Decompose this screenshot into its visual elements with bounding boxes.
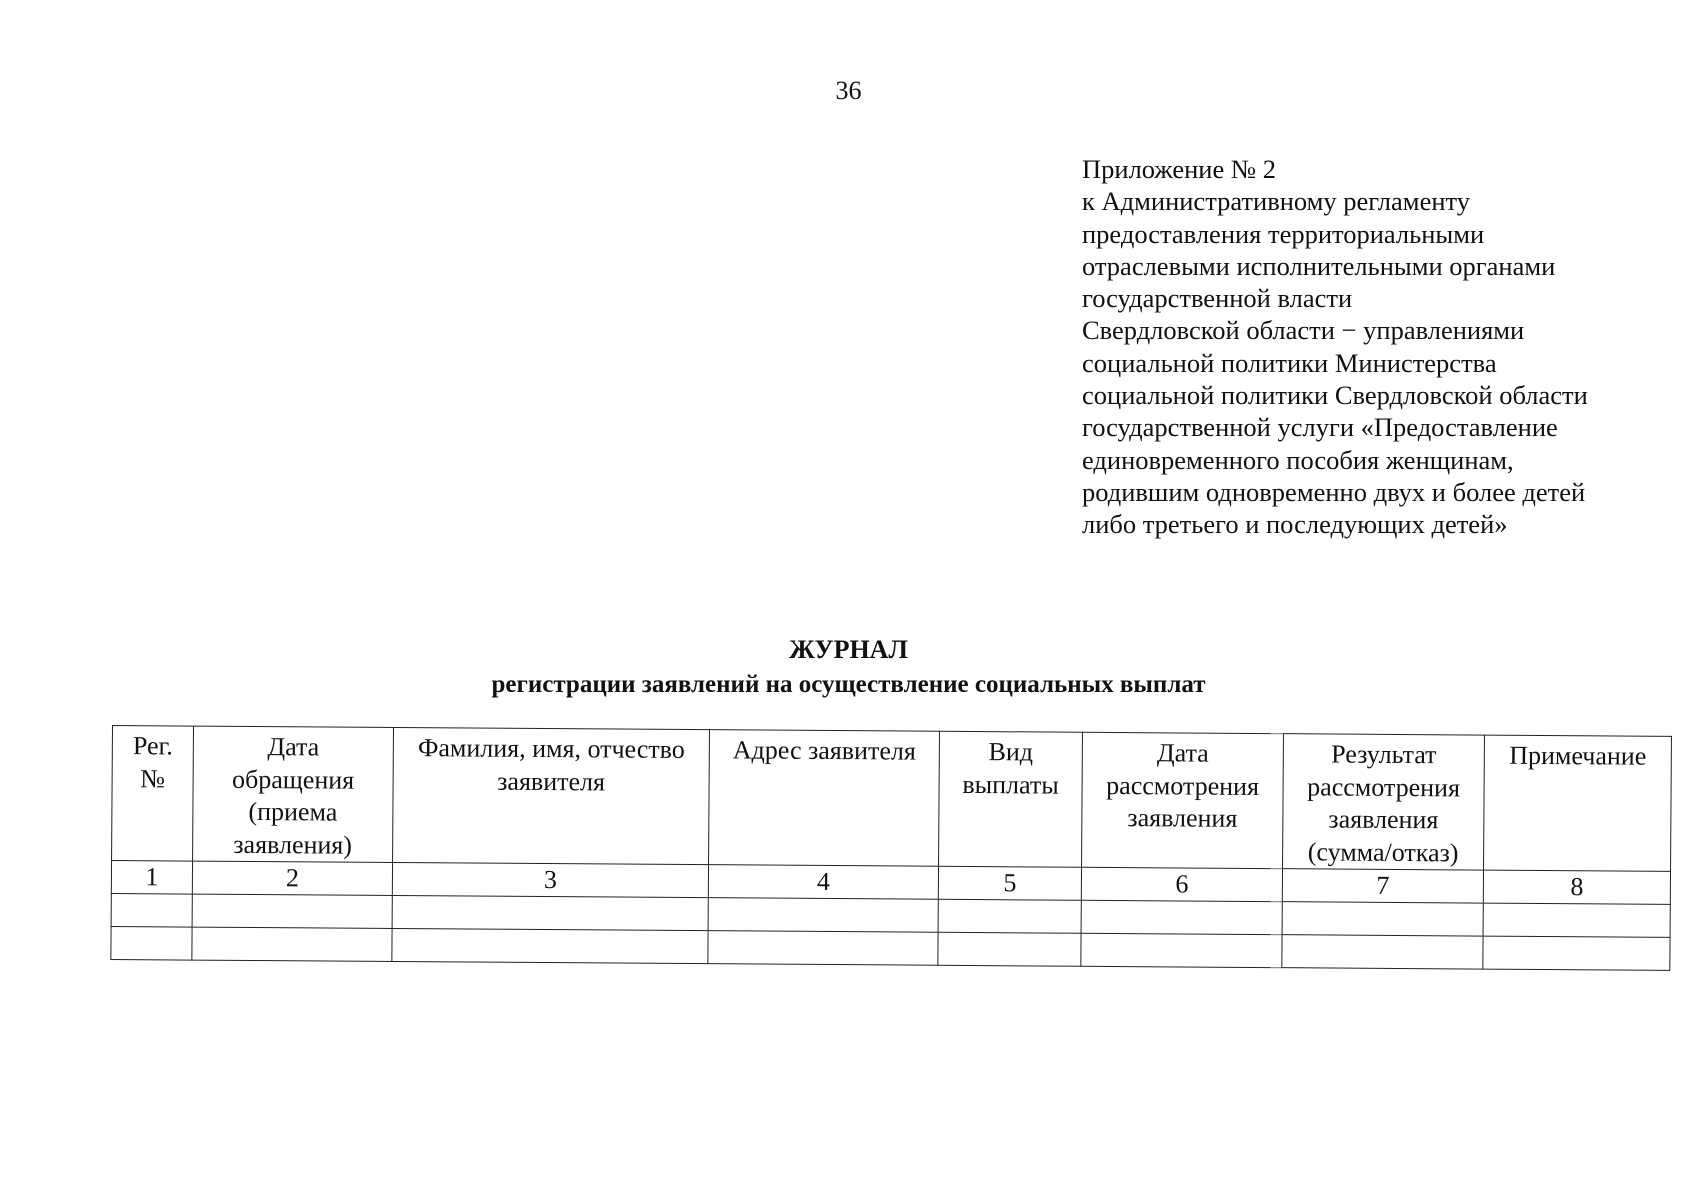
empty-cell (1081, 900, 1282, 934)
empty-cell (938, 932, 1081, 966)
empty-cell (192, 894, 392, 928)
column-header-applicant-name (393, 727, 710, 864)
journal-title: ЖУРНАЛ (789, 635, 908, 664)
empty-cell (111, 893, 192, 927)
header-line: рассмотрения (1106, 770, 1260, 801)
header-line: выплаты (962, 769, 1059, 800)
appendix-line: отраслевыми исполнительными органами (1082, 250, 1556, 281)
column-number: 1 (111, 861, 192, 895)
empty-cell (1483, 903, 1670, 937)
column-header-reg-number (112, 726, 194, 862)
appendix-line: государственной власти (1082, 283, 1353, 314)
column-header-applicant-address (709, 730, 940, 867)
header-line: (приема (248, 796, 338, 827)
header-line: Дата (1156, 738, 1209, 768)
column-number: 4 (708, 865, 938, 900)
header-row (112, 726, 1672, 872)
appendix-line: государственной услуги «Предоставление (1082, 412, 1558, 443)
page-number: 36 (835, 76, 862, 105)
column-header-review-result (1283, 734, 1485, 870)
empty-cell (938, 899, 1081, 933)
appendix-line: Свердловской области − управлениями (1082, 315, 1525, 346)
empty-cell (708, 898, 938, 933)
column-header-application-date (193, 726, 394, 862)
empty-cell (392, 928, 708, 963)
header-line: Рег. (132, 731, 173, 761)
empty-cell (192, 927, 392, 961)
appendix-line: либо третьего и последующих детей» (1082, 509, 1508, 540)
empty-cell (1282, 902, 1483, 936)
header-line: обращения (231, 764, 355, 795)
empty-cell (392, 895, 708, 930)
journal-subtitle: регистрации заявлений на осуществление социальных выплат (491, 671, 1206, 698)
header-line: № (140, 763, 166, 793)
empty-cell (708, 931, 938, 966)
empty-cell (111, 926, 192, 960)
appendix-line: предоставления территориальными (1082, 218, 1485, 249)
journal-table (110, 725, 1672, 971)
header-line: Адрес заявителя (732, 735, 916, 766)
appendix-line: Приложение № 2 (1082, 154, 1277, 184)
header-line: рассмотрения (1307, 771, 1461, 802)
appendix-line: социальной политики Свердловской области (1082, 380, 1588, 411)
column-number: 7 (1282, 869, 1483, 903)
header-line: Дата (267, 732, 320, 762)
column-number: 3 (392, 862, 708, 897)
header-line: (сумма/отказ) (1307, 836, 1459, 867)
appendix-note (1082, 153, 1662, 541)
empty-cell (1282, 935, 1483, 969)
column-header-note (1484, 735, 1672, 871)
journal-heading (0, 632, 1697, 702)
header-line: Вид (988, 737, 1034, 767)
header-line: заявления (1127, 803, 1238, 833)
column-header-payment-type (939, 731, 1083, 867)
column-number: 5 (938, 866, 1081, 900)
header-line: заявления (1328, 804, 1439, 835)
header-line: заявления) (233, 829, 353, 860)
header-line: заявителя (497, 766, 606, 796)
header-line: Результат (1331, 739, 1437, 770)
column-number: 2 (192, 861, 392, 895)
column-header-review-date (1082, 732, 1284, 868)
empty-cell (1081, 933, 1282, 967)
header-line: Примечание (1509, 740, 1647, 771)
empty-cell (1483, 936, 1670, 970)
column-number: 6 (1081, 867, 1282, 901)
appendix-line: к Административному регламенту (1082, 186, 1470, 217)
appendix-line: родившим одновременно двух и более детей (1082, 476, 1586, 507)
column-number: 8 (1483, 870, 1670, 904)
appendix-line: социальной политики Министерства (1082, 347, 1497, 378)
appendix-line: единовременного пособия женщинам, (1082, 444, 1514, 475)
header-line: Фамилия, имя, отчество (417, 733, 685, 764)
